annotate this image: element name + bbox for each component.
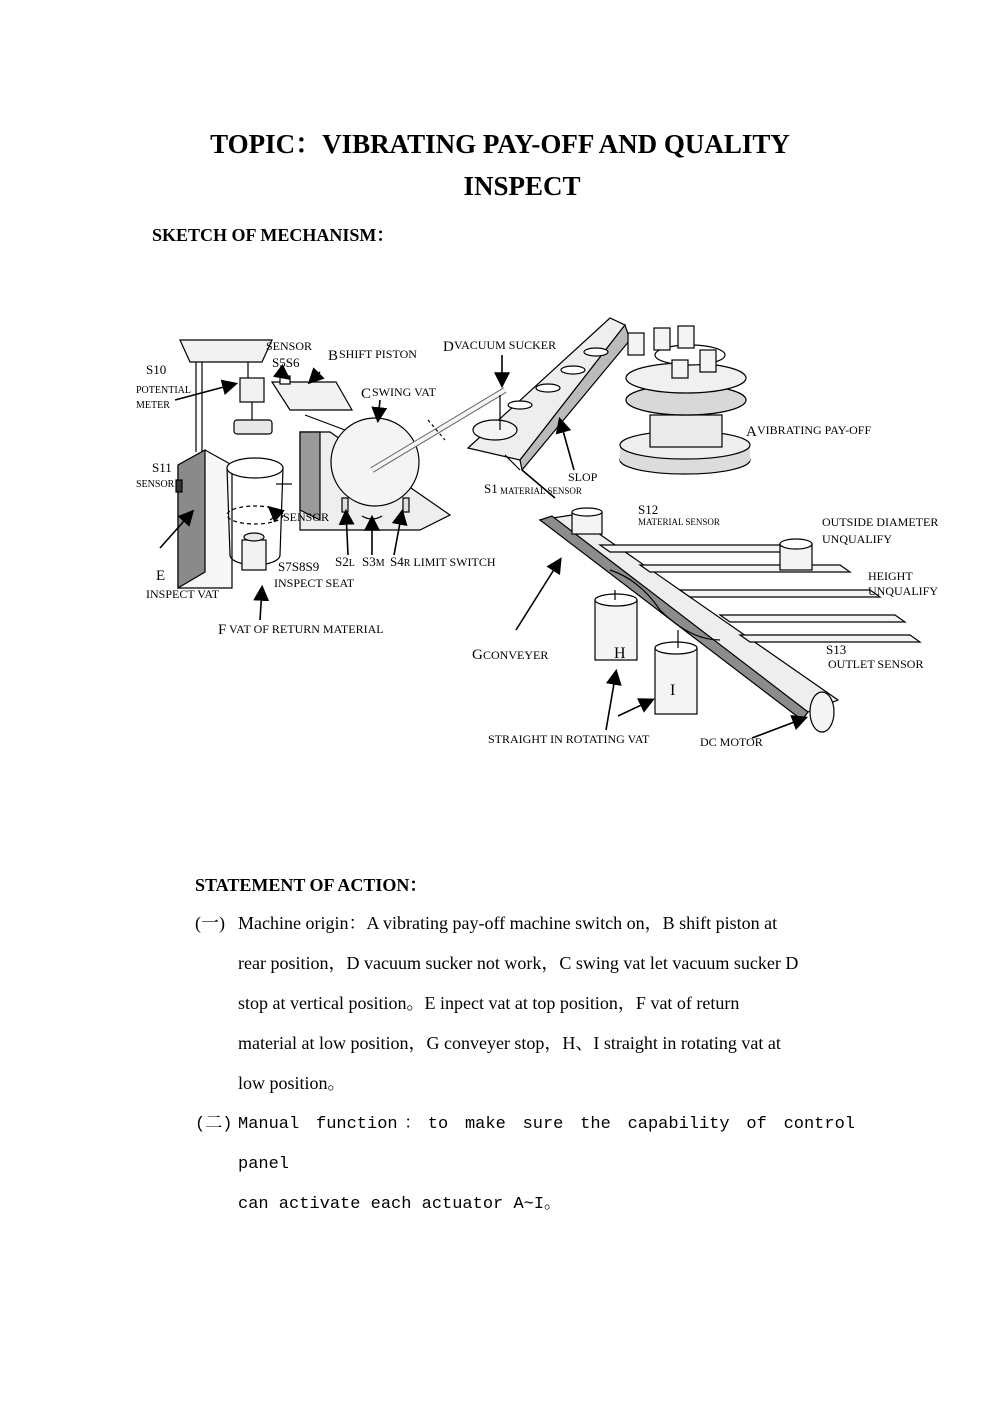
label-s7s8s9: S7S8S9 [278,559,320,574]
label-b-text: SHIFT PISTON [339,347,417,361]
sketch-heading: SKETCH OF MECHANISM： [152,225,395,245]
label-meter: METER [136,400,170,411]
vibrating-payoff-shape [620,326,750,474]
label-c-text: SWING VAT [372,385,436,399]
label-s11-sensor: SENSOR [136,479,175,490]
label-dc-motor: DC MOTOR [700,735,763,749]
label-inspect-vat: INSPECT VAT [146,587,220,601]
label-f-text: VAT OF RETURN MATERIAL [229,622,384,636]
paragraph-1-line: rear position，D vacuum sucker not work，C swing vat let vacuum sucker D [238,953,799,973]
paragraph-2-line: Manual function：to make sure the capability of control panel [238,1115,855,1174]
label-s10: S10 [146,362,167,377]
label-h2: UNQUALIFY [868,584,938,598]
label-d-letter: D [443,339,454,355]
swing-vat-platform-shape [272,376,505,530]
label-potential: POTENTIAL [136,385,191,396]
paragraph-2-number: (二) [195,1115,233,1134]
label-c-letter: C [361,386,372,402]
label-s12: S12 [638,502,659,517]
label-outlet: OUTLET SENSOR [828,657,924,671]
label-a-letter: A [746,424,757,440]
label-f-letter: F [218,622,227,638]
paragraph-2-line: can activate each actuator A~I。 [238,1195,562,1214]
label-s4: S4R LIMIT SWITCH [390,554,496,569]
paragraph-1-line: stop at vertical position。E inpect vat at top position，F vat of return [238,993,740,1013]
label-sensor-mid: SENSOR [283,510,330,524]
inspect-tower-shape [176,340,292,588]
label-s1: S1 [484,481,498,496]
page-title-line-1: TOPIC：VIBRATING PAY-OFF AND QUALITY [210,129,790,159]
label-s3: S3M [362,554,385,569]
label-d-text: VACUUM SUCKER [454,338,557,352]
label-s11: S11 [152,460,172,475]
label-s12-text: MATERIAL SENSOR [638,517,720,527]
paragraph-1-line: material at low position，G conveyer stop，H、I straight in rotating vat at [238,1033,781,1053]
label-s5s6: S5S6 [272,355,300,370]
label-e-letter: E [156,568,166,584]
label-slop: SLOP [568,470,598,484]
label-g-letter: G [472,647,483,663]
paragraph-1 [195,903,855,1103]
label-s2: S2L [335,554,355,569]
label-h-letter: H [614,645,626,662]
label-od1: OUTSIDE DIAMETER [822,515,939,529]
paragraph-1-line: low position。 [238,1073,346,1093]
label-s1-text: MATERIAL SENSOR [500,486,582,496]
page-title-line-2: INSPECT [463,171,581,201]
label-h1: HEIGHT [868,569,913,583]
label-b-letter: B [328,348,339,364]
label-a-text: VIBRATING PAY-OFF [757,423,872,437]
label-inspect-seat: INSPECT SEAT [274,576,355,590]
paragraph-1-number: (一) [195,913,225,933]
label-od2: UNQUALIFY [822,532,892,546]
statement-heading: STATEMENT OF ACTION： [195,875,428,895]
label-sensor-top: SENSOR [266,339,313,353]
label-i-letter: I [670,682,676,699]
label-straight: STRAIGHT IN ROTATING VAT [488,732,650,746]
label-g-text: CONVEYER [483,648,549,662]
paragraph-1-line: Machine origin：A vibrating pay-off machine switch on，B shift piston at [238,913,778,933]
paragraph-2 [195,1105,855,1225]
label-s13: S13 [826,642,847,657]
